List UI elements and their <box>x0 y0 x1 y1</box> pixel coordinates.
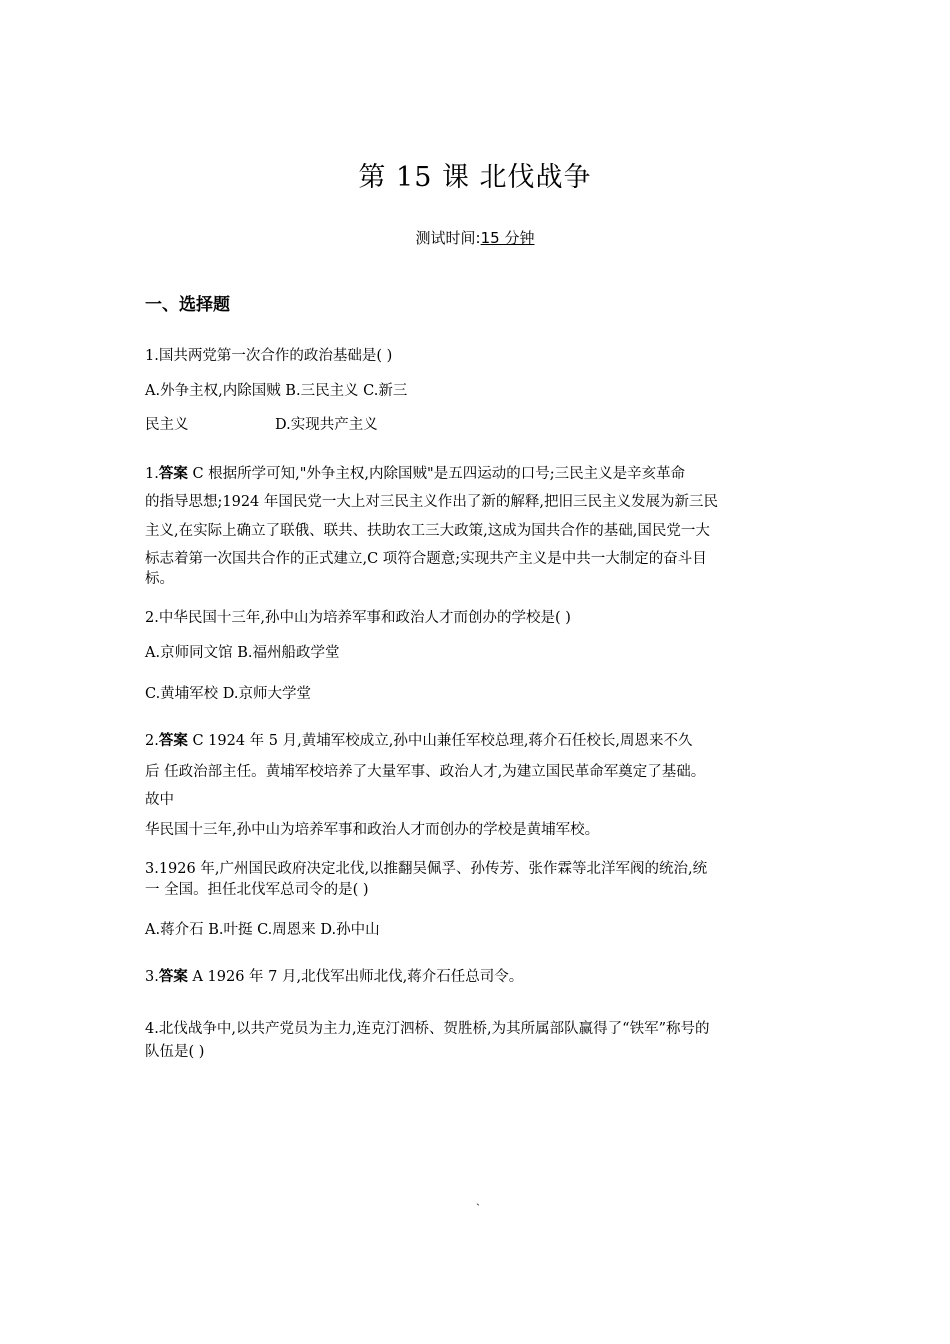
question-1-options-line1: A.外争主权,内除国贼 B.三民主义 C.新三 <box>145 383 408 399</box>
question-1-option-d: D.实现共产主义 <box>275 417 378 433</box>
answer-2-line2: 后 任政治部主任。黄埔军校培养了大量军事、政治人才,为建立国民革命军奠定了基础。 <box>145 764 706 780</box>
test-time-label: 测试时间: <box>415 229 481 247</box>
answer-1-line5: 标。 <box>145 571 174 587</box>
question-4-stem-line1: 4.北伐战争中,以共产党员为主力,连克汀泗桥、贺胜桥,为其所属部队赢得了“铁军”称号的 <box>145 1021 710 1037</box>
question-3-options: A.蒋介石 B.叶挺 C.周恩来 D.孙中山 <box>145 922 380 938</box>
footer-mark: ˏ <box>476 1192 480 1206</box>
question-2-options-line1: A.京师同文馆 B.福州船政学堂 <box>145 645 340 661</box>
title-suffix: 课 北伐战争 <box>441 162 592 193</box>
question-1-stem: 1.国共两党第一次合作的政治基础是( ) <box>145 348 393 364</box>
answer-1-line3: 主义,在实际上确立了联俄、联共、扶助农工三大政策,这成为国共合作的基础,国民党一大 <box>145 523 710 539</box>
question-1-option-c-cont: 民主义 <box>145 417 189 433</box>
answer-1-text: C 根据所学可知,"外争主权,内除国贼"是五四运动的口号;三民主义是辛亥革命 <box>187 466 686 482</box>
question-2-stem: 2.中华民国十三年,孙中山为培养军事和政治人才而创办的学校是( ) <box>145 610 571 626</box>
answer-1-number: 1. <box>145 466 159 482</box>
test-time-value: 15 分钟 <box>480 229 535 247</box>
answer-3-text: A 1926 年 7 月,北伐军出师北伐,蒋介石任总司令。 <box>187 969 524 985</box>
question-2-options-line2: C.黄埔军校 D.京师大学堂 <box>145 686 312 702</box>
answer-2-line3: 故中 <box>145 792 174 808</box>
question-4-stem-line2: 队伍是( ) <box>145 1044 205 1060</box>
answer-2-number: 2. <box>145 733 159 749</box>
answer-1-line1 <box>145 462 685 483</box>
answer-2-text: C 1924 年 5 月,黄埔军校成立,孙中山兼任军校总理,蒋介石任校长,周恩来不久 <box>187 733 693 749</box>
question-3-stem-line2: 一 全国。担任北伐军总司令的是( ) <box>145 882 369 898</box>
answer-3-line1 <box>145 965 523 986</box>
lesson-number: 15 <box>396 162 433 193</box>
title-prefix: 第 <box>358 162 387 193</box>
answer-3-label: 答案 <box>158 969 188 985</box>
answer-2-label: 答案 <box>158 733 188 749</box>
answer-3-number: 3. <box>145 969 159 985</box>
answer-1-line2: 的指导思想;1924 年国民党一大上对三民主义作出了新的解释,把旧三民主义发展为新三民 <box>145 494 719 510</box>
question-3-stem-line1: 3.1926 年,广州国民政府决定北伐,以推翻吴佩孚、孙传芳、张作霖等北洋军阀的统治,统 <box>145 861 708 877</box>
answer-1-line4: 标志着第一次国共合作的正式建立,C 项符合题意;实现共产主义是中共一大制定的奋斗目 <box>145 551 707 567</box>
answer-2-line4: 华民国十三年,孙中山为培养军事和政治人才而创办的学校是黄埔军校。 <box>145 822 600 838</box>
test-time <box>0 227 950 248</box>
answer-2-line1 <box>145 729 693 750</box>
section-title: 一、选择题 <box>145 295 230 315</box>
answer-1-label: 答案 <box>158 466 188 482</box>
page-title <box>0 155 950 194</box>
